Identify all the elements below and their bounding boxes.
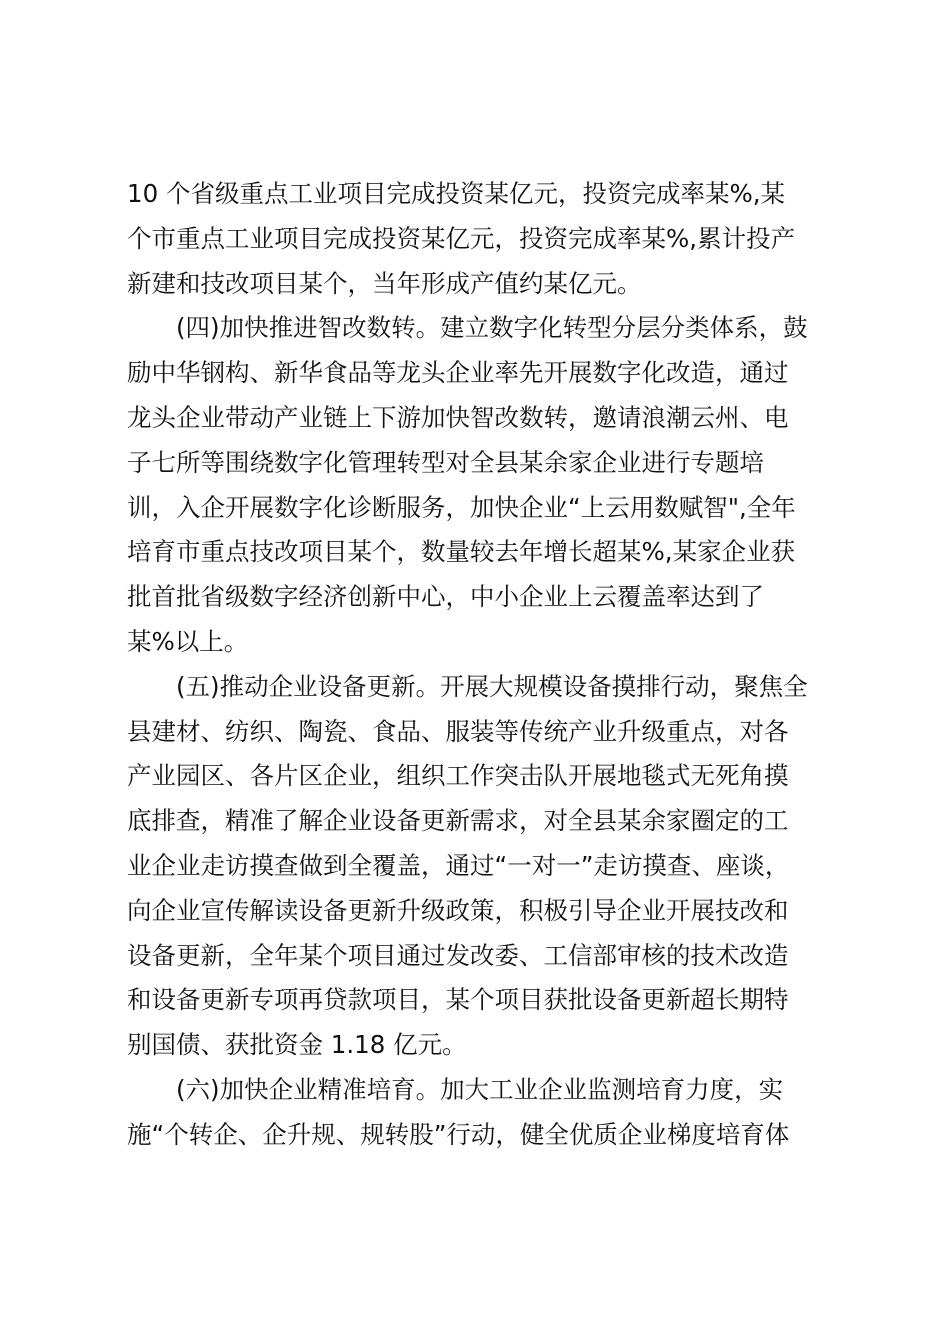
text-line: 别国债、获批资金 1.18 亿元。 [127,1030,467,1060]
body-text [127,172,827,1158]
paragraph-start-line: (五)推动企业设备更新。开展大规模设备摸排行动，聚焦全 [176,671,808,701]
text-line: 底排查，精准了解企业设备更新需求，对全县某余家圈定的工 [127,806,789,836]
text-line: 个市重点工业项目完成投资某亿元，投资完成率某%,累计投产 [127,223,796,253]
text-line: 子七所等围绕数字化管理转型对全县某余家企业进行专题培 [127,447,764,477]
text-line: 某%以上。 [127,626,249,656]
text-line: 龙头企业带动产业链上下游加快智改数转，邀请浪潮云州、电 [127,402,789,432]
paragraph-start-line: (六)加快企业精准培育。加大工业企业监测培育力度，实 [176,1074,784,1104]
text-line: 新建和技改项目某个，当年形成产值约某亿元。 [127,268,642,298]
text-line: 训，入企开展数字化诊断服务，加快企业“上云用数赋智",全年 [127,492,796,522]
text-line: 施“个转企、企升规、规转股”行动，健全优质企业梯度培育体 [127,1119,790,1149]
text-line: 县建材、纺织、陶瓷、食品、服装等传统产业升级重点，对各 [127,716,789,746]
text-line: 业企业走访摸查做到全覆盖，通过“一对一”走访摸查、座谈， [127,850,790,880]
text-line: 向企业宣传解读设备更新升级政策，积极引导企业开展技改和 [127,895,789,925]
paragraph-start-line: (四)加快推进智改数转。建立数字化转型分层分类体系，鼓 [176,313,808,343]
text-line: 设备更新，全年某个项目通过发改委、工信部审核的技术改造 [127,940,789,970]
text-line: 和设备更新专项再贷款项目，某个项目获批设备更新超长期特 [127,985,789,1015]
text-line: 10 个省级重点工业项目完成投资某亿元，投资完成率某%,某 [127,179,786,208]
text-line: 批首批省级数字经济创新中心，中小企业上云覆盖率达到了 [127,582,764,612]
text-line: 励中华钢构、新华食品等龙头企业率先开展数字化改造，通过 [127,358,789,388]
text-line: 培育市重点技改项目某个，数量较去年增长超某%,某家企业获 [127,537,796,567]
text-line: 产业园区、各片区企业，组织工作突击队开展地毯式无死角摸 [127,761,789,791]
